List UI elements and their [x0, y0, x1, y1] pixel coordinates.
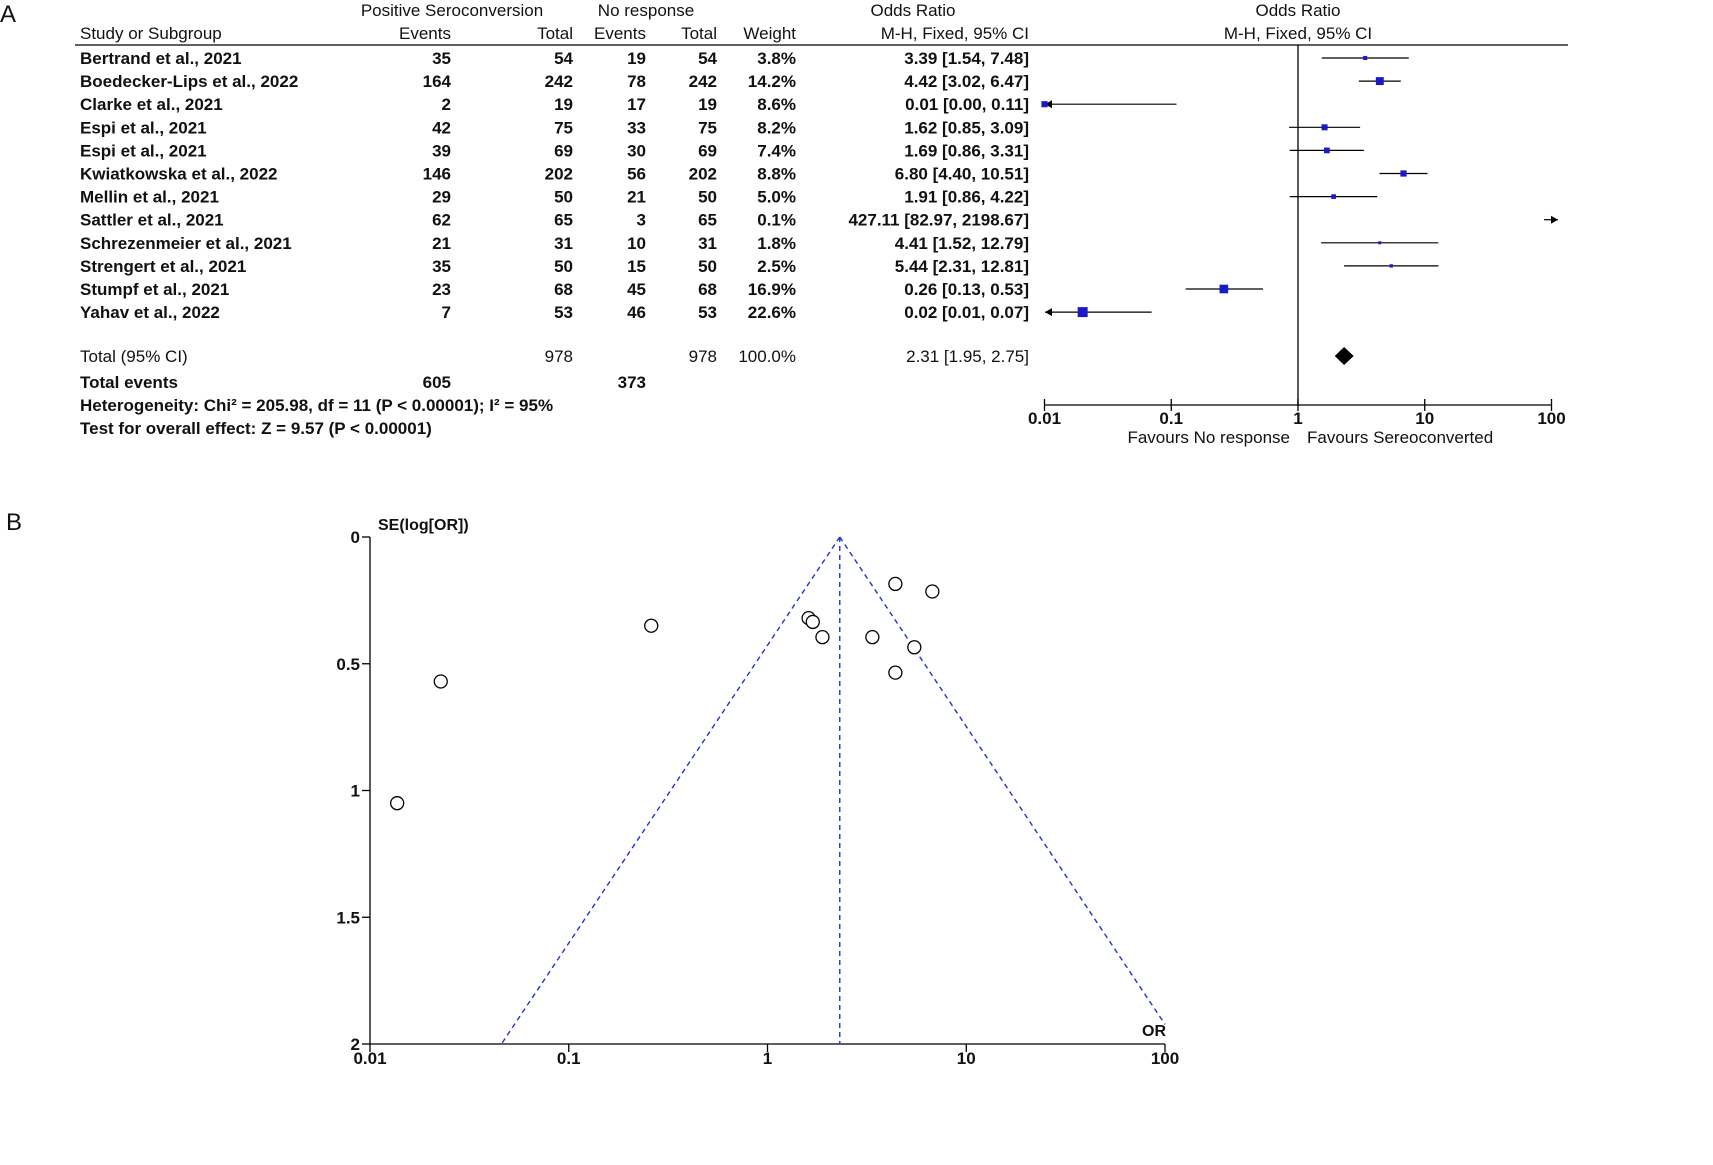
total1: 75: [554, 118, 573, 138]
point-estimate-box: [1220, 285, 1229, 294]
favours-left: Favours No response: [1127, 428, 1290, 447]
study-point: [806, 615, 819, 628]
weight: 2.5%: [757, 256, 796, 276]
study-point: [816, 631, 829, 644]
total1: 31: [554, 233, 573, 253]
study-name: Schrezenmeier et al., 2021: [80, 233, 292, 253]
pseudo-ci-right: [840, 537, 1165, 1024]
funnel-x-tick-label: 100: [1150, 1049, 1180, 1068]
study-point: [645, 619, 658, 632]
events2: 45: [627, 280, 646, 299]
pooled-diamond: [1335, 347, 1354, 365]
funnel-y-tick-label: 1: [350, 781, 360, 801]
study-name: Stumpf et al., 2021: [80, 280, 230, 299]
total-ci: 2.31 [1.95, 2.75]: [906, 347, 1029, 366]
point-estimate-box: [1400, 170, 1406, 176]
events2: 21: [627, 187, 646, 207]
forest-x-tick-label: 1: [1293, 409, 1303, 428]
events1: 7: [441, 303, 451, 323]
weight: 8.8%: [757, 164, 796, 184]
funnel-x-tick-label: 1: [762, 1049, 773, 1068]
events2: 56: [627, 164, 646, 184]
odds-ratio-ci: 6.80 [4.40, 10.51]: [894, 164, 1029, 184]
total1: 68: [554, 280, 573, 299]
total-events-label: Total events: [80, 373, 178, 392]
forest-x-tick-label: 0.01: [1027, 409, 1062, 428]
total1: 69: [554, 141, 573, 161]
total-events-e1: 605: [422, 373, 451, 392]
odds-ratio-ci: 0.26 [0.13, 0.53]: [904, 280, 1029, 299]
events1: 35: [432, 256, 451, 276]
events1: 2: [441, 95, 451, 115]
study-name: Mellin et al., 2021: [80, 187, 219, 207]
point-estimate-box: [1376, 77, 1384, 85]
events1: 21: [432, 233, 451, 253]
weight: 3.8%: [757, 49, 796, 68]
total1: 65: [554, 210, 573, 230]
odds-ratio-ci: 4.41 [1.52, 12.79]: [894, 233, 1029, 253]
odds-ratio-ci: 5.44 [2.31, 12.81]: [894, 256, 1029, 276]
total-label: Total (95% CI): [80, 347, 188, 366]
total2: 19: [698, 95, 717, 115]
funnel-y-tick-label: 0.5: [336, 654, 360, 674]
events2: 10: [627, 233, 646, 253]
header-events2: Events: [594, 24, 646, 43]
table-row: [80, 280, 1029, 299]
events1: 23: [432, 280, 451, 299]
arrow-right-icon: [1551, 216, 1558, 224]
funnel-y-tick-label: 1.5: [336, 908, 360, 928]
table-row: [80, 72, 1029, 91]
study-name: Clarke et al., 2021: [80, 95, 223, 115]
point-estimate-box: [1331, 194, 1336, 199]
overall-effect: Test for overall effect: Z = 9.57 (P < 0.00001): [80, 419, 432, 438]
study-point: [889, 666, 902, 679]
funnel-plot: [336, 517, 1179, 1068]
total2: 65: [698, 210, 717, 230]
total1: 242: [544, 72, 573, 92]
study-point: [434, 675, 447, 688]
point-estimate-box: [1078, 307, 1088, 317]
total2: 69: [698, 141, 717, 161]
weight: 14.2%: [747, 72, 796, 92]
weight: 16.9%: [747, 280, 796, 299]
point-estimate-box: [1363, 56, 1367, 60]
weight: 7.4%: [757, 141, 796, 161]
header-study: Study or Subgroup: [80, 24, 222, 43]
funnel-ylabel: SE(log[OR]): [378, 517, 469, 534]
odds-ratio-ci: 3.39 [1.54, 7.48]: [904, 49, 1029, 68]
total1: 50: [554, 256, 573, 276]
total2: 50: [698, 187, 717, 207]
panel-label-a: A: [0, 1, 17, 28]
study-name: Sattler et al., 2021: [80, 210, 224, 230]
study-name: Kwiatkowska et al., 2022: [80, 164, 278, 184]
header-total2: Total: [681, 24, 717, 43]
header-weight: Weight: [743, 24, 796, 43]
odds-ratio-ci: 0.01 [0.00, 0.11]: [905, 95, 1029, 115]
study-name: Strengert et al., 2021: [80, 256, 247, 276]
table-row: [80, 303, 1029, 322]
header-or-plot: Odds Ratio: [1255, 1, 1341, 20]
events1: 164: [422, 72, 451, 92]
table-row: [80, 257, 1029, 276]
header-group1: Positive Seroconversion: [360, 1, 544, 20]
events2: 17: [627, 95, 646, 115]
total1: 202: [544, 164, 573, 184]
odds-ratio-ci: 1.69 [0.86, 3.31]: [904, 141, 1029, 161]
table-row: [80, 141, 1029, 160]
weight: 0.1%: [757, 210, 796, 230]
study-name: Espi et al., 2021: [80, 118, 207, 138]
heterogeneity: Heterogeneity: Chi² = 205.98, df = 11 (P < 0.00001); I² = 95%: [80, 396, 554, 415]
total1: 54: [554, 49, 573, 68]
study-name: Espi et al., 2021: [80, 141, 207, 161]
events1: 35: [432, 49, 451, 68]
odds-ratio-ci: 4.42 [3.02, 6.47]: [904, 72, 1029, 92]
point-estimate-box: [1322, 124, 1328, 130]
events1: 146: [422, 164, 451, 184]
total2: 75: [698, 118, 717, 138]
events1: 29: [432, 187, 451, 207]
total-events-e2: 373: [617, 373, 646, 392]
total2: 242: [688, 72, 717, 92]
odds-ratio-ci: 1.91 [0.86, 4.22]: [904, 187, 1029, 207]
weight: 1.8%: [757, 233, 796, 253]
total-weight: 100.0%: [738, 347, 796, 366]
table-row: [80, 49, 1029, 68]
study-point: [889, 577, 902, 590]
study-name: Boedecker-Lips et al., 2022: [80, 72, 299, 92]
study-point: [926, 585, 939, 598]
funnel-y-tick-label: 2: [350, 1035, 360, 1054]
table-row: [80, 95, 1029, 114]
odds-ratio-ci: 1.62 [0.85, 3.09]: [904, 118, 1029, 138]
total1: 53: [554, 303, 573, 323]
funnel-x-tick-label: 0.01: [353, 1049, 387, 1068]
total2: 31: [698, 233, 717, 253]
total2: 50: [698, 256, 717, 276]
events2: 15: [627, 256, 646, 276]
favours-right: Favours Sereoconverted: [1307, 428, 1494, 447]
total2: 53: [698, 303, 717, 323]
weight: 5.0%: [757, 187, 796, 207]
events2: 33: [627, 118, 646, 138]
total-t1: 978: [544, 347, 573, 366]
point-estimate-box: [1390, 264, 1393, 267]
header-events1: Events: [399, 24, 451, 43]
events1: 39: [432, 141, 451, 161]
study-point: [391, 797, 404, 810]
funnel-x-tick-label: 0.1: [556, 1049, 581, 1068]
study-name: Bertrand et al., 2021: [80, 49, 242, 68]
forest-x-tick-label: 0.1: [1159, 409, 1184, 428]
table-row: [80, 165, 1029, 184]
table-row: [80, 234, 1029, 253]
events1: 42: [432, 118, 451, 138]
panel-label-b: B: [6, 509, 23, 536]
point-estimate-box: [1378, 241, 1381, 244]
total1: 50: [554, 187, 573, 207]
header-group2: No response: [597, 1, 695, 20]
pseudo-ci-left: [501, 537, 839, 1044]
odds-ratio-ci: 0.02 [0.01, 0.07]: [904, 303, 1029, 323]
table-row: [80, 188, 1029, 207]
events1: 62: [432, 210, 451, 230]
total-t2: 978: [688, 347, 717, 366]
study-point: [866, 631, 879, 644]
events2: 78: [627, 72, 646, 92]
forest-plot: [75, 1, 1568, 447]
forest-x-tick-label: 10: [1415, 409, 1435, 428]
header-method-col: M-H, Fixed, 95% CI: [880, 24, 1029, 43]
table-row: [80, 211, 1029, 230]
weight: 22.6%: [747, 303, 796, 323]
events2: 46: [627, 303, 646, 323]
header-or-col: Odds Ratio: [870, 1, 956, 20]
total2: 202: [688, 164, 717, 184]
weight: 8.2%: [757, 118, 796, 138]
events2: 3: [636, 210, 646, 230]
arrow-left-icon: [1045, 308, 1052, 316]
funnel-y-tick-label: 0: [350, 528, 360, 547]
total1: 19: [554, 95, 573, 115]
funnel-x-tick-label: 10: [956, 1049, 976, 1068]
events2: 19: [627, 49, 646, 68]
total2: 54: [698, 49, 717, 68]
events2: 30: [627, 141, 646, 161]
table-row: [80, 118, 1029, 137]
study-name: Yahav et al., 2022: [80, 303, 220, 323]
header-total1: Total: [537, 24, 573, 43]
forest-x-tick-label: 100: [1537, 409, 1566, 428]
total2: 68: [698, 280, 717, 299]
study-point: [908, 641, 921, 654]
weight: 8.6%: [757, 95, 796, 115]
point-estimate-box: [1041, 101, 1047, 107]
point-estimate-box: [1324, 148, 1330, 154]
odds-ratio-ci: 427.11 [82.97, 2198.67]: [848, 210, 1029, 230]
funnel-xlabel: OR: [1142, 1023, 1166, 1040]
header-method-plot: M-H, Fixed, 95% CI: [1223, 24, 1373, 43]
